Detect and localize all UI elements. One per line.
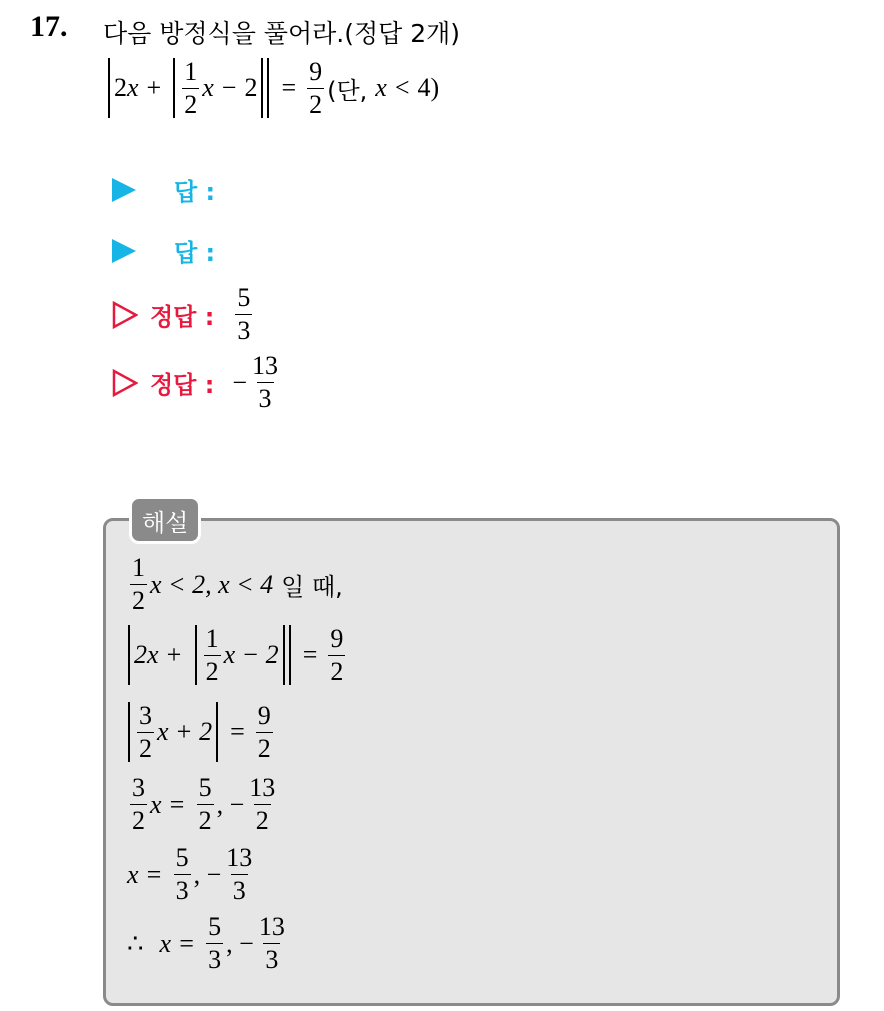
solution-line-5: x = $\frac{5}{3}$ , − $\frac{13}{3}$: [127, 843, 253, 905]
correct-answer-label: 정답 :: [150, 371, 215, 399]
solution-tab: 해설: [129, 496, 201, 544]
answer-blank-row: [112, 233, 215, 268]
fraction: $\frac{1}{2}$: [184, 56, 198, 119]
answer-blank-row: [112, 172, 215, 207]
solution-line-4: $\frac{3}{2}$ x = $\frac{5}{2}$ , − $\frac{13}{2}$: [132, 773, 276, 835]
therefore-symbol: ∴: [127, 928, 144, 958]
answer-blank-label: 답 :: [174, 239, 216, 267]
solution-line-2: 2x + $\frac{1}{2}$ x − 2 = $\frac{9}{2}$: [124, 625, 348, 685]
var-x: x: [202, 73, 214, 102]
outline-triangle-icon: [112, 301, 138, 329]
fraction: $\frac{9}{2}$: [309, 56, 323, 119]
correct-answer-label: 정답 :: [150, 303, 215, 331]
term-two: 2: [244, 73, 258, 102]
solution-line-1: $\frac{1}{2}$ x < 2, x < 4 일 때,: [132, 553, 343, 615]
correct-answer-row: [112, 285, 255, 344]
play-triangle-icon: [112, 239, 136, 263]
equals-sign: =: [281, 73, 297, 102]
abs-bar: [267, 58, 269, 118]
answer-value: − $\frac{13}{3}$: [232, 351, 278, 413]
term-coef: 2: [114, 73, 127, 102]
abs-bar: [108, 58, 110, 118]
var-x: x: [375, 73, 387, 102]
less-than: <: [394, 73, 410, 102]
condition-open: (단,: [327, 76, 368, 105]
correct-answer-row: [112, 353, 283, 412]
abs-bar: [261, 58, 263, 118]
play-triangle-icon: [112, 178, 136, 202]
question-equation: [104, 58, 439, 118]
var-x: x: [127, 73, 139, 102]
abs-bar: [173, 58, 175, 118]
answer-blank-label: 답 :: [174, 178, 216, 206]
minus-sign: −: [221, 73, 237, 102]
outline-triangle-icon: [112, 369, 138, 397]
question-number: 17.: [30, 10, 68, 43]
answer-value: $\frac{5}{3}$: [237, 283, 251, 345]
condition-close: 4): [417, 73, 440, 102]
plus-sign: +: [146, 73, 162, 102]
solution-line-3: $\frac{3}{2}$ x + 2 = $\frac{9}{2}$: [124, 702, 276, 762]
question-text: 다음 방정식을 풀어라.(정답 2개): [103, 19, 461, 48]
solution-line-6: ∴ x = $\frac{5}{3}$ , − $\frac{13}{3}$: [127, 912, 285, 974]
